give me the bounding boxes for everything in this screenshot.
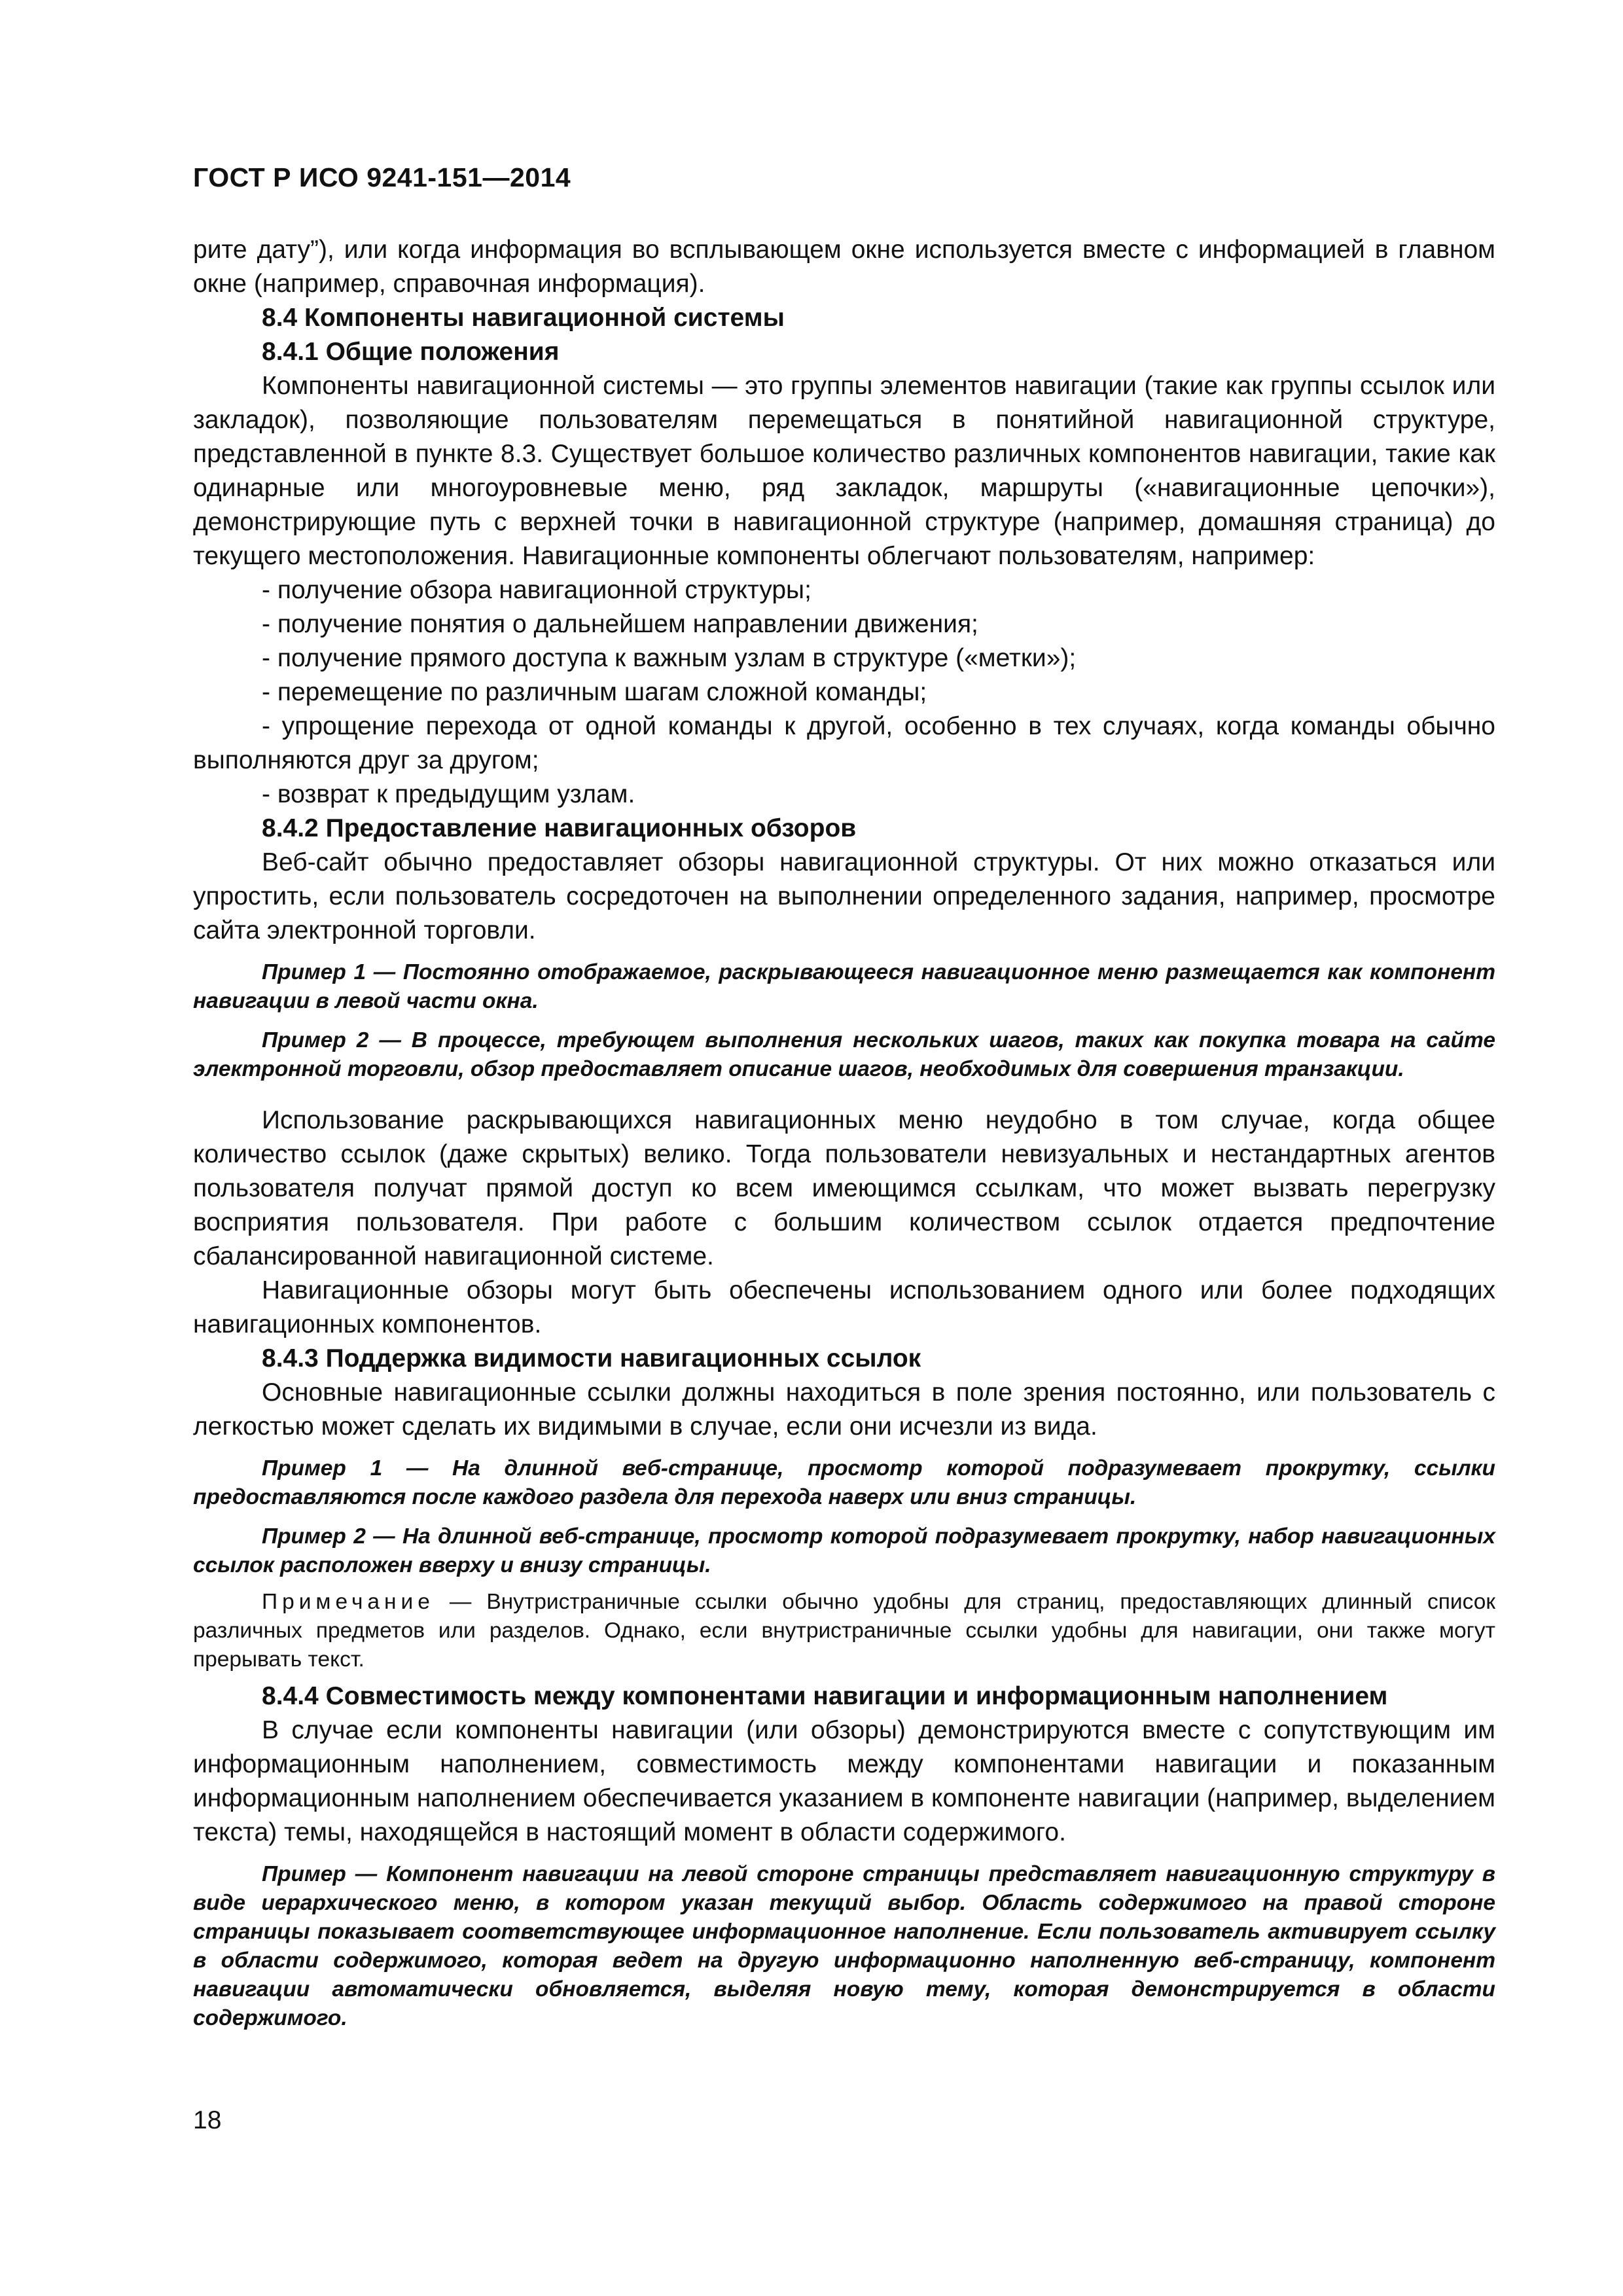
note-label: Примечание (262, 1590, 435, 1614)
page-content (193, 233, 1495, 2034)
example: Пример 1 — Постоянно отображаемое, раскрывающееся навигационное меню размещается как компонент навигации в левой части окна. (193, 960, 1495, 1013)
example: Пример 2 — На длинной веб-странице, просмотр которой подразумевает прокрутку, набор навигационных ссылок расположен вверху и внизу страницы. (193, 1524, 1495, 1577)
section-heading-8-4-3: 8.4.3 Поддержка видимости навигационных ссылок (262, 1344, 921, 1372)
paragraph: Веб-сайт обычно предоставляет обзоры навигационной структуры. От них можно отказаться или упростить, если пользователь сосредоточен на выполнении определенного задания, например, просмотре сайта электронной торговли. (193, 848, 1495, 944)
note-text: — Внутристраничные ссылки обычно удобны для страниц, предоставляющих длинный список различных предметов или разделов. Однако, если внутристраничные ссылки удобны для навигации, они также могут прерывать текст. (193, 1590, 1495, 1672)
list-item: - возврат к предыдущим узлам. (262, 780, 635, 808)
example: Пример 2 — В процессе, требующем выполнения нескольких шагов, таких как покупка товара на сайте электронной торговли, обзор предоставляет описание шагов, необходимых для совершения транзакции. (193, 1028, 1495, 1081)
example: Пример 1 — На длинной веб-странице, просмотр которой подразумевает прокрутку, ссылки предоставляются после каждого раздела для перехода наверх или вниз страницы. (193, 1456, 1495, 1509)
paragraph-continuation: рите дату”), или когда информация во всплывающем окне используется вместе с информацией в главном окне (например, справочная информация). (193, 236, 1495, 298)
paragraph: Использование раскрывающихся навигационных меню неудобно в том случае, когда общее количество ссылок (даже скрытых) велико. Тогда пользователи невизуальных и нестандартных агентов пользователя получат прямой доступ ко всем имеющимся ссылкам, что может вызвать перегрузку восприятия пользователя. При работе с большим количеством ссылок отдается предпочтение сбалансированной навигационной системе. (193, 1106, 1495, 1270)
example: Пример — Компонент навигации на левой стороне страницы представляет навигационную структуру в виде иерархического меню, в котором указан текущий выбор. Область содержимого на правой стороне страницы показывает соответствующее информационное наполнение. Если пользователь активирует ссылку в области содержимого, которая ведет на другую информационно наполненную веб-страницу, компонент навигации автоматически обновляется, выделяя новую тему, которая демонстрируется в области содержимого. (193, 1862, 1495, 2030)
list-item: - перемещение по различным шагам сложной команды; (262, 678, 927, 706)
section-heading-8-4-4: 8.4.4 Совместимость между компонентами навигации и информационным наполнением (262, 1682, 1388, 1710)
section-heading-8-4-2: 8.4.2 Предоставление навигационных обзоров (262, 814, 857, 842)
note (193, 1588, 1495, 1674)
page-number: 18 (193, 2106, 222, 2134)
paragraph: В случае если компоненты навигации (или обзоры) демонстрируются вместе с сопутствующим им информационным наполнением, совместимость между компонентами навигации и показанным информационным наполнением обеспечивается указанием в компоненте навигации (например, выделением текста) темы, находящейся в настоящий момент в области содержимого. (193, 1716, 1495, 1846)
paragraph: Навигационные обзоры могут быть обеспечены использованием одного или более подходящих навигационных компонентов. (193, 1276, 1495, 1338)
list-item: - получение обзора навигационной структуры; (262, 576, 812, 604)
paragraph: Компоненты навигационной системы — это группы элементов навигации (такие как группы ссылок или закладок), позволяющие пользователям перемещаться в понятийной навигационной структуре, представленной в пункте 8.3. Существует большое количество различных компонентов навигации, такие как одинарные или многоуровневые меню, ряд закладок, маршруты («навигационные цепочки»), демонстрирующие путь с верхней точки в навигационной структуре (например, домашняя страница) до текущего местоположения. Навигационные компоненты облегчают пользователям, например: (193, 372, 1495, 570)
paragraph: Основные навигационные ссылки должны находиться в поле зрения постоянно, или пользователь с легкостью может сделать их видимыми в случае, если они исчезли из вида. (193, 1378, 1495, 1441)
standard-header: ГОСТ Р ИСО 9241-151—2014 (193, 162, 571, 192)
section-heading-8-4: 8.4 Компоненты навигационной системы (262, 304, 785, 332)
list-item: - упрощение перехода от одной команды к другой, особенно в тех случаях, когда команды обычно выполняются друг за другом; (193, 712, 1495, 774)
section-heading-8-4-1: 8.4.1 Общие положения (262, 338, 560, 366)
list-item: - получение прямого доступа к важным узлам в структуре («метки»); (262, 644, 1077, 672)
list-item: - получение понятия о дальнейшем направлении движения; (262, 610, 978, 638)
